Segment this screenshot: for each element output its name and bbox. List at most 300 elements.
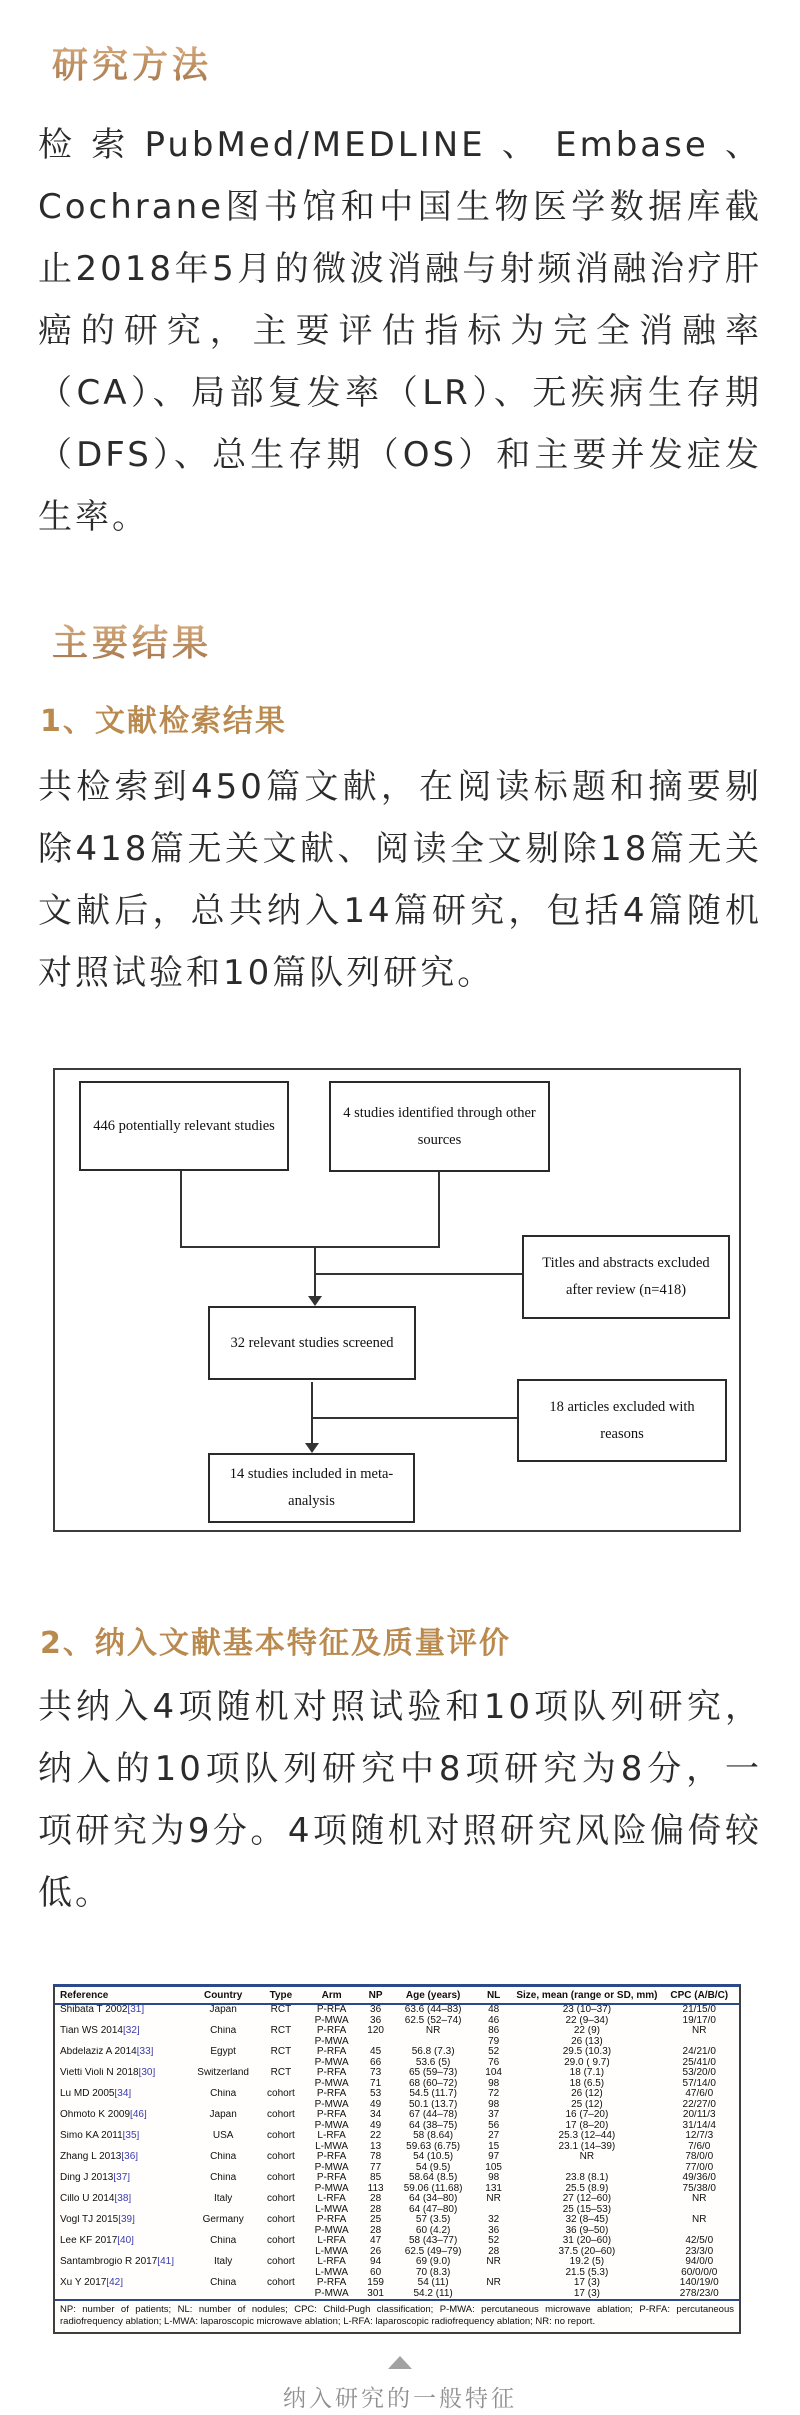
table-cell: 23.1 (14–39) xyxy=(558,2141,616,2152)
table-cell: 67 (44–78) xyxy=(408,2110,458,2120)
table-cell: RCT xyxy=(270,2047,292,2057)
table-cell xyxy=(190,2289,257,2301)
table-cell: 69 (9.0) xyxy=(415,2257,451,2267)
table-cell: China xyxy=(210,2173,237,2183)
table-cell: P-RFA xyxy=(316,2215,347,2225)
table-cell: 131 xyxy=(485,2183,502,2194)
table-cell: 20/11/3 xyxy=(682,2110,716,2120)
table-cell xyxy=(257,2121,306,2132)
table-cell: P-RFA xyxy=(316,2152,347,2162)
citation-link[interactable]: [31] xyxy=(127,2004,145,2015)
table-cell: 37.5 (20–60) xyxy=(558,2246,616,2257)
citation-link[interactable]: [34] xyxy=(114,2089,132,2099)
col-header-arm: Arm xyxy=(305,1987,358,2004)
table-cell: 22 (9–34) xyxy=(565,2015,609,2026)
reference-cell xyxy=(55,2142,190,2153)
table-cell: 58 (8.64) xyxy=(413,2131,454,2141)
table-cell: 53 xyxy=(370,2089,382,2099)
table-cell: 52 xyxy=(488,2236,500,2246)
table-cell xyxy=(257,2079,306,2090)
table-cell: 105 xyxy=(485,2162,502,2173)
reference-cell xyxy=(55,2121,190,2132)
table-cell: 54 (9.5) xyxy=(415,2162,451,2173)
flowchart-connector-line xyxy=(438,1172,440,1248)
table-cell: 26 (13) xyxy=(571,2036,603,2047)
reference-cell: Tian WS 2014[32] xyxy=(60,2026,140,2036)
table-cell xyxy=(190,2037,257,2048)
table-cell: 60 xyxy=(370,2267,382,2278)
prisma-flowchart-figure xyxy=(53,1068,741,1532)
col-header-cpc: CPC (A/B/C) xyxy=(659,1987,739,2004)
table-cell: P-MWA xyxy=(314,2120,349,2131)
table-cell xyxy=(257,2247,306,2258)
table-row xyxy=(55,2037,739,2048)
table-cell: 25 (15–53) xyxy=(562,2204,612,2215)
table-cell: P-MWA xyxy=(314,2078,349,2089)
flowchart-box-titles-abstracts-excluded: Titles and abstracts excluded after review (n=418) xyxy=(522,1235,730,1319)
table-cell: 25.3 (12–44) xyxy=(558,2131,616,2141)
table-row xyxy=(55,2236,739,2247)
table-cell: RCT xyxy=(270,2004,292,2015)
table-cell: 25 xyxy=(370,2215,382,2225)
table-cell: 17 (8–20) xyxy=(565,2120,609,2131)
table-cell: 62.5 (49–79) xyxy=(404,2246,462,2257)
table-cell xyxy=(257,2100,306,2111)
table-row xyxy=(55,2047,739,2058)
table-cell: 113 xyxy=(367,2183,384,2194)
table-cell xyxy=(514,2163,659,2174)
table-cell: China xyxy=(210,2152,237,2162)
table-cell: Japan xyxy=(209,2110,237,2120)
table-cell: P-MWA xyxy=(314,2036,349,2047)
col-header-type: Type xyxy=(257,1987,306,2004)
table-cell: 24/21/0 xyxy=(682,2047,716,2057)
table-cell: 76 xyxy=(488,2057,500,2068)
table-cell: 64 (34–80) xyxy=(408,2194,458,2204)
reference-cell: Vogl TJ 2015[39] xyxy=(60,2215,135,2225)
table-cell: 56 xyxy=(488,2120,500,2131)
table-cell: NR xyxy=(425,2026,441,2036)
table-cell: P-RFA xyxy=(316,2068,347,2078)
reference-cell xyxy=(55,2226,190,2237)
table-cell: 54 (10.5) xyxy=(413,2152,454,2162)
table-cell: 56.8 (7.3) xyxy=(411,2047,455,2057)
table-cell: 18 (7.1) xyxy=(569,2068,605,2078)
table-cell: 19.2 (5) xyxy=(569,2257,605,2267)
table-cell xyxy=(257,2268,306,2279)
table-cell: P-MWA xyxy=(314,2183,349,2194)
methods-paragraph: 检索PubMed/MEDLINE、Embase、Cochrane图书馆和中国生物医学数据库截止2018年5月的微波消融与射频消融治疗肝癌的研究，主要评估指标为完全消融率（CA）、局部复发率（LR）、无疾病生存期（DFS）、总生存期（OS）和主要并发症发生率。 xyxy=(38,125,762,537)
table-row xyxy=(55,2110,739,2121)
table-cell: 36 (9–50) xyxy=(565,2225,609,2236)
table-cell: 140/19/0 xyxy=(679,2278,719,2288)
table-cell xyxy=(190,2079,257,2090)
table-cell: 59.63 (6.75) xyxy=(406,2141,461,2152)
reference-cell: Xu Y 2017[42] xyxy=(60,2278,124,2288)
reference-cell: Simo KA 2011[35] xyxy=(60,2131,140,2141)
table-cell: L-MWA xyxy=(315,2246,349,2257)
flowchart-connector-line xyxy=(180,1171,182,1248)
table-row xyxy=(55,2026,739,2037)
table-cell: 28 xyxy=(370,2225,382,2236)
reference-cell xyxy=(55,2016,190,2027)
table-cell: 26 xyxy=(370,2246,382,2257)
table-row xyxy=(55,2068,739,2079)
table-cell: 42/5/0 xyxy=(685,2236,714,2246)
table-cell: 27 xyxy=(488,2131,500,2141)
flowchart-arrow-down-icon xyxy=(311,1382,313,1443)
table-cell: 48 xyxy=(488,2004,500,2015)
table-cell: 13 xyxy=(370,2141,382,2152)
table-cell: 77 xyxy=(370,2162,382,2173)
table-cell: P-RFA xyxy=(316,2089,347,2099)
table-cell: 85 xyxy=(370,2173,382,2183)
table-cell: 19/17/0 xyxy=(682,2015,716,2026)
table-cell: P-RFA xyxy=(316,2173,347,2183)
table-row xyxy=(55,2257,739,2268)
table-row xyxy=(55,2089,739,2100)
table-cell xyxy=(473,2268,514,2279)
table-row xyxy=(55,2205,739,2216)
reference-cell: Cillo U 2014[38] xyxy=(60,2194,132,2204)
table-cell: 31 (20–60) xyxy=(562,2236,612,2246)
table-cell xyxy=(473,2205,514,2216)
table-cell: 17 (3) xyxy=(573,2278,600,2288)
citation-link[interactable]: [33] xyxy=(136,2047,154,2057)
flowchart-connector-line xyxy=(311,1417,517,1419)
table-cell: 47 xyxy=(370,2236,382,2246)
table-cell: China xyxy=(210,2278,237,2288)
reference-cell: Zhang L 2013[36] xyxy=(60,2152,139,2162)
table-cell xyxy=(190,2247,257,2258)
table-cell: 54.2 (11) xyxy=(393,2289,473,2301)
table-cell: 26 (12) xyxy=(571,2089,603,2099)
table-row xyxy=(55,2142,739,2153)
table-cell: P-MWA xyxy=(314,2057,349,2068)
table-row xyxy=(55,2004,739,2016)
table-cell: 22 (9) xyxy=(573,2026,600,2036)
table-cell: P-MWA xyxy=(314,2099,349,2110)
citation-link[interactable]: [46] xyxy=(130,2110,147,2120)
table-cell: 31/14/4 xyxy=(682,2120,716,2131)
table-cell: USA xyxy=(212,2131,234,2141)
table-cell: 22 xyxy=(370,2131,382,2141)
section-title-methods: 研究方法 xyxy=(52,42,212,88)
table-cell: 32 (8–45) xyxy=(565,2215,609,2225)
table-cell xyxy=(190,2226,257,2237)
table-cell: 36 xyxy=(488,2225,500,2236)
table-row xyxy=(55,2278,739,2289)
flowchart-connector-line xyxy=(180,1246,440,1248)
table-cell xyxy=(257,2016,306,2027)
table-cell: P-RFA xyxy=(316,2110,347,2120)
flowchart-arrow-down-icon xyxy=(314,1246,316,1296)
table-cell: 57/14/0 xyxy=(682,2078,716,2089)
table-cell: 94/0/0 xyxy=(685,2257,714,2267)
table-cell: 53.6 (5) xyxy=(415,2057,451,2068)
table-cell: 54 (11) xyxy=(417,2278,449,2288)
table-cell xyxy=(393,2037,473,2048)
figure-caption: 纳入研究的一般特征 xyxy=(283,2386,517,2412)
citation-link[interactable]: [37] xyxy=(113,2173,131,2183)
table-row xyxy=(55,2163,739,2174)
table-row xyxy=(55,2184,739,2195)
table-cell: 45 xyxy=(370,2047,382,2057)
table-cell: 98 xyxy=(488,2173,500,2183)
table-cell: Egypt xyxy=(210,2047,236,2057)
table-cell: 15 xyxy=(488,2141,500,2152)
table-cell xyxy=(190,2205,257,2216)
table-cell xyxy=(190,2058,257,2069)
col-header-nl: NL xyxy=(473,1987,514,2004)
citation-link[interactable]: [40] xyxy=(117,2236,134,2246)
table-cell: 64 (38–75) xyxy=(408,2120,458,2131)
table-cell: 60 (4.2) xyxy=(415,2225,451,2236)
table-cell: 57 (3.5) xyxy=(415,2215,451,2225)
table-cell: 97 xyxy=(488,2152,500,2162)
table-cell: RCT xyxy=(270,2026,292,2036)
table-cell xyxy=(659,2226,739,2237)
table-cell: 7/6/0 xyxy=(688,2141,711,2152)
reference-cell xyxy=(55,2163,190,2174)
subsection-title-characteristics: 2、纳入文献基本特征及质量评价 xyxy=(40,1626,511,1661)
table-cell: L-RFA xyxy=(317,2194,346,2204)
table-row xyxy=(55,2215,739,2226)
table-cell: 94 xyxy=(370,2257,382,2267)
reference-cell xyxy=(55,2184,190,2195)
table-cell xyxy=(257,2205,306,2216)
table-cell: P-MWA xyxy=(305,2289,358,2301)
flowchart-box-screened: 32 relevant studies screened xyxy=(208,1306,416,1380)
table-cell xyxy=(190,2184,257,2195)
table-cell: 66 xyxy=(370,2057,382,2068)
study-characteristics-table xyxy=(55,1987,739,2301)
table-cell: NR xyxy=(692,2194,707,2204)
table-cell: 29.5 (10.3) xyxy=(562,2047,612,2057)
table-cell: NR xyxy=(486,2278,501,2288)
reference-cell: Santambrogio R 2017[41] xyxy=(60,2257,174,2267)
reference-cell xyxy=(55,2289,190,2301)
citation-link[interactable]: [32] xyxy=(123,2026,140,2036)
reference-cell: Abdelaziz A 2014[33] xyxy=(60,2047,154,2057)
table-cell: 86 xyxy=(488,2026,500,2036)
table-cell: 21.5 (5.3) xyxy=(565,2267,609,2278)
table-cell xyxy=(190,2016,257,2027)
reference-cell xyxy=(55,2247,190,2258)
table-cell: 25.5 (8.9) xyxy=(565,2183,609,2194)
table-cell: 79 xyxy=(488,2036,500,2047)
table-cell: Italy xyxy=(213,2194,233,2204)
table-cell: 36 xyxy=(370,2015,382,2026)
reference-cell: Lee KF 2017[40] xyxy=(60,2236,134,2246)
table-cell xyxy=(190,2121,257,2132)
table-cell: 46 xyxy=(488,2015,500,2026)
table-row xyxy=(55,2016,739,2027)
table-cell: 22/27/0 xyxy=(682,2099,716,2110)
table-cell: cohort xyxy=(267,2215,295,2225)
reference-cell xyxy=(55,2268,190,2279)
table-row xyxy=(55,2152,739,2163)
reference-cell: Vietti Violi N 2018[30] xyxy=(60,2068,156,2078)
table-footnote: NP: number of patients; NL: number of nodules; CPC: Child-Pugh classification; P-MWA: percutaneous microwave ablation; P-RFA: percutaneous radiofrequency ablation; L-MWA: laparoscopic microwave ablation; L-RFA: laparoscopic radiofrequency ablation; NR: no report. xyxy=(60,2304,734,2327)
table-cell: NR xyxy=(486,2194,501,2204)
table-cell: cohort xyxy=(267,2257,295,2267)
table-row xyxy=(55,2226,739,2237)
citation-link[interactable]: [38] xyxy=(114,2194,132,2204)
table-cell: 21/15/0 xyxy=(682,2004,716,2015)
table-row xyxy=(55,2289,739,2301)
citation-link[interactable]: [35] xyxy=(122,2131,140,2141)
reference-cell xyxy=(55,2037,190,2048)
table-cell: L-RFA xyxy=(317,2236,346,2246)
reference-cell: Lu MD 2005[34] xyxy=(60,2089,132,2099)
table-cell: NR xyxy=(579,2152,595,2162)
table-cell: 28 xyxy=(370,2194,382,2204)
table-cell: China xyxy=(210,2236,237,2246)
table-cell xyxy=(257,2163,306,2174)
table-cell: 62.5 (52–74) xyxy=(404,2015,462,2026)
col-header-np: NP xyxy=(358,1987,393,2004)
table-cell: NR xyxy=(486,2257,501,2267)
table-cell: 78/0/0 xyxy=(685,2152,714,2162)
table-cell: 104 xyxy=(485,2068,502,2078)
table-row xyxy=(55,2247,739,2258)
table-cell xyxy=(190,2142,257,2153)
table-cell xyxy=(190,2268,257,2279)
table-cell: P-MWA xyxy=(314,2225,349,2236)
col-header-country: Country xyxy=(190,1987,257,2004)
table-cell xyxy=(257,2058,306,2069)
table-row xyxy=(55,2100,739,2111)
table-cell: 71 xyxy=(370,2078,382,2089)
citation-link[interactable]: [36] xyxy=(121,2152,139,2162)
table-cell: P-RFA xyxy=(316,2026,347,2036)
table-cell xyxy=(190,2100,257,2111)
table-cell: China xyxy=(210,2026,237,2036)
table-cell xyxy=(473,2289,514,2301)
table-cell: 28 xyxy=(488,2246,500,2257)
table-cell: 73 xyxy=(370,2068,382,2078)
table-cell xyxy=(257,2037,306,2048)
table-cell xyxy=(659,2205,739,2216)
table-cell: 29.0 ( 9.7) xyxy=(564,2057,610,2068)
table-cell: P-RFA xyxy=(316,2278,347,2288)
col-header-size: Size, mean (range or SD, mm) xyxy=(514,1987,659,2004)
table-cell: 50.1 (13.7) xyxy=(408,2099,458,2110)
table-row xyxy=(55,2194,739,2205)
table-cell: 68 (60–72) xyxy=(408,2078,458,2089)
citation-link[interactable]: [42] xyxy=(106,2278,124,2288)
table-cell: 159 xyxy=(367,2278,384,2288)
table-cell: 16 (7–20) xyxy=(565,2110,609,2120)
citation-link[interactable]: [39] xyxy=(118,2215,135,2225)
table-cell: 25/41/0 xyxy=(682,2057,716,2068)
table-cell: cohort xyxy=(267,2152,295,2162)
table-row xyxy=(55,2173,739,2184)
reference-cell xyxy=(55,2100,190,2111)
table-cell: P-RFA xyxy=(316,2004,347,2015)
table-cell: NR xyxy=(692,2026,707,2036)
table-cell: L-MWA xyxy=(315,2204,349,2215)
table-row xyxy=(55,2079,739,2090)
flowchart-box-articles-excluded: 18 articles excluded with reasons xyxy=(517,1379,727,1462)
table-cell: 63.6 (44–83) xyxy=(404,2004,462,2015)
flowchart-box-other-sources: 4 studies identified through other sources xyxy=(329,1081,550,1172)
table-cell: 47/6/0 xyxy=(685,2089,714,2099)
table-cell: cohort xyxy=(267,2278,295,2288)
table-cell: L-MWA xyxy=(315,2267,349,2278)
characteristics-paragraph: 共纳入4项随机对照试验和10项队列研究，纳入的10项队列研究中8项研究为8分，一项研究为9分。4项随机对照研究风险偏倚较低。 xyxy=(38,1687,762,1913)
table-cell: cohort xyxy=(267,2131,295,2141)
table-cell: NR xyxy=(692,2215,707,2225)
table-row xyxy=(55,2131,739,2142)
table-cell: 65 (59–73) xyxy=(408,2068,458,2078)
table-cell: 78 xyxy=(370,2152,382,2162)
table-cell: 28 xyxy=(370,2204,382,2215)
table-cell: cohort xyxy=(267,2194,295,2204)
table-cell: 98 xyxy=(488,2078,500,2089)
table-cell: cohort xyxy=(267,2173,295,2183)
flowchart-box-included: 14 studies included in meta-analysis xyxy=(208,1453,415,1523)
table-cell: RCT xyxy=(270,2068,292,2078)
table-cell: P-MWA xyxy=(314,2162,349,2173)
table-cell: Switzerland xyxy=(197,2068,249,2078)
flowchart-connector-line xyxy=(315,1273,522,1275)
reference-cell xyxy=(55,2205,190,2216)
table-cell: 54.5 (11.7) xyxy=(409,2089,457,2099)
table-cell: 18 (6.5) xyxy=(569,2078,605,2089)
reference-cell: Ohmoto K 2009[46] xyxy=(60,2110,147,2120)
table-cell xyxy=(358,2037,393,2048)
table-cell: 53/20/0 xyxy=(682,2068,716,2078)
table-cell: 70 (8.3) xyxy=(415,2267,451,2278)
table-cell: 72 xyxy=(488,2089,500,2099)
table-cell: 49 xyxy=(370,2120,382,2131)
table-cell: 64 (47–80) xyxy=(408,2204,458,2215)
table-cell xyxy=(257,2226,306,2237)
table-cell: 301 xyxy=(358,2289,393,2301)
table-cell: 36 xyxy=(370,2004,382,2015)
article-page xyxy=(0,42,800,2415)
subsection-title-search-results: 1、文献检索结果 xyxy=(40,704,287,739)
table-cell: 120 xyxy=(367,2026,384,2036)
table-cell: 23.8 (8.1) xyxy=(565,2173,609,2183)
table-cell: 23 (10–37) xyxy=(562,2004,612,2015)
table-cell: 37 xyxy=(488,2110,500,2120)
citation-link[interactable]: [30] xyxy=(138,2068,156,2078)
table-cell: cohort xyxy=(267,2089,295,2099)
table-cell: L-MWA xyxy=(315,2141,349,2152)
search-results-paragraph: 共检索到450篇文献，在阅读标题和摘要剔除418篇无关文献、阅读全文剔除18篇无关文献后，总共纳入14篇研究，包括4篇随机对照试验和10篇队列研究。 xyxy=(38,767,762,993)
table-cell: 25 (12) xyxy=(571,2099,603,2110)
table-cell: 60/0/0/0 xyxy=(681,2267,718,2278)
flowchart-box-potentially-relevant: 446 potentially relevant studies xyxy=(79,1081,289,1171)
table-cell: 59.06 (11.68) xyxy=(403,2183,463,2194)
table-cell: 58 (43–77) xyxy=(408,2236,458,2246)
section-title-results: 主要结果 xyxy=(52,620,212,666)
reference-cell xyxy=(55,2079,190,2090)
table-cell xyxy=(257,2184,306,2195)
table-cell: 27 (12–60) xyxy=(562,2194,612,2204)
citation-link[interactable]: [41] xyxy=(157,2257,174,2267)
col-header-age: Age (years) xyxy=(393,1987,473,2004)
table-cell xyxy=(659,2037,739,2048)
table-cell: P-RFA xyxy=(316,2047,347,2057)
reference-cell xyxy=(55,2058,190,2069)
table-cell: 32 xyxy=(488,2215,500,2225)
table-cell: 23/3/0 xyxy=(685,2246,714,2257)
table-cell: 49 xyxy=(370,2099,382,2110)
